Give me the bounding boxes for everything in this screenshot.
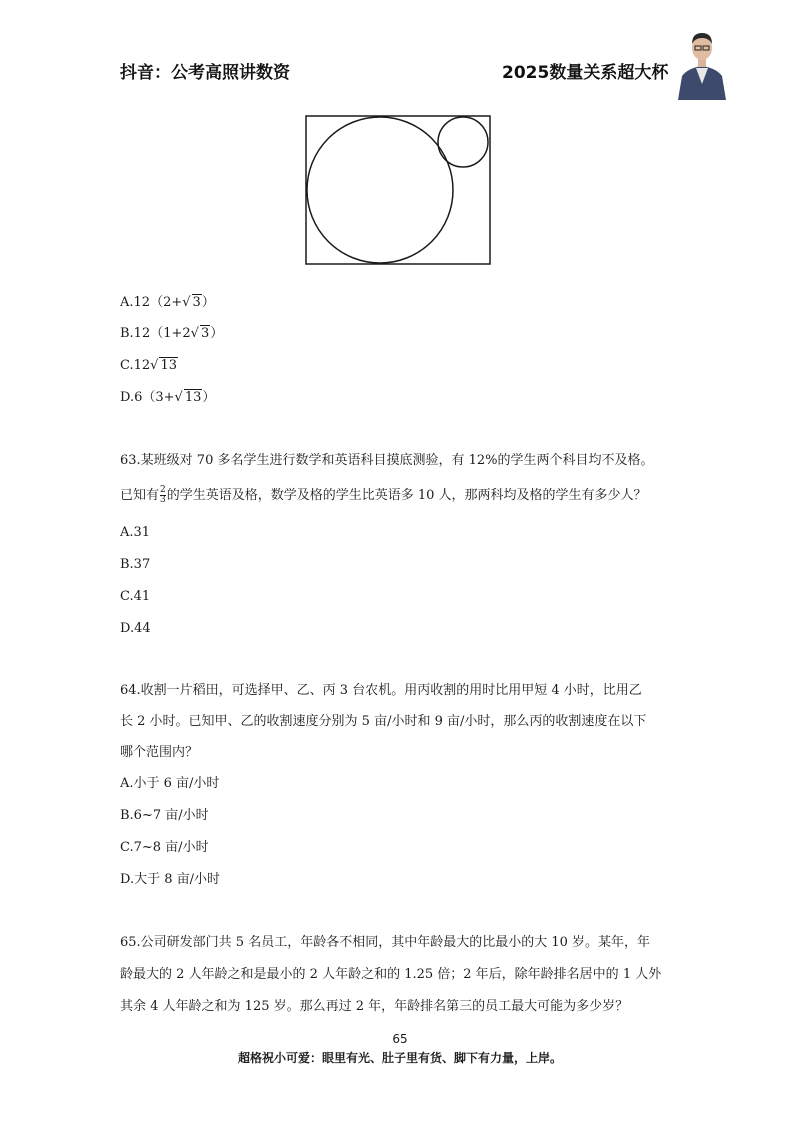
q65-stem-line-3: 其余 4 人年龄之和为 125 岁。那么再过 2 年，年龄排名第三的员工最大可能为多少岁？ bbox=[120, 999, 629, 1014]
q62-option-b: B.12（1+2√ 3） bbox=[120, 326, 224, 341]
q63-option-d: D.44 bbox=[120, 621, 151, 636]
figure-large-circle bbox=[307, 117, 453, 263]
q63-option-b: B.37 bbox=[120, 557, 151, 572]
geometry-figure bbox=[305, 115, 491, 265]
q62-option-c: C.12√ 13 bbox=[120, 358, 178, 373]
q62-option-d: D.6（3+√ 13） bbox=[120, 390, 216, 405]
fraction: $\frac{2}{3}$ bbox=[160, 485, 166, 505]
figure-rectangle bbox=[306, 116, 490, 264]
header-right-title: 2025数量关系超大杯 bbox=[502, 63, 669, 83]
q64-stem-line-2: 长 2 小时。已知甲、乙的收割速度分别为 5 亩/小时和 9 亩/小时，那么丙的收割速度在以下 bbox=[120, 714, 647, 729]
footer-motto: 超格祝小可爱：眼里有光、肚子里有货、脚下有力量，上岸。 bbox=[237, 1051, 562, 1065]
header-left-title: 抖音：公考高照讲数资 bbox=[120, 63, 290, 83]
author-avatar bbox=[674, 24, 730, 100]
q63-option-c: C.41 bbox=[120, 589, 151, 604]
figure-small-circle bbox=[438, 117, 488, 167]
q64-option-d: D.大于 8 亩/小时 bbox=[120, 872, 221, 887]
q65-stem-line-1: 65.公司研发部门共 5 名员工，年龄各不相同，其中年龄最大的比最小的大 10 岁。某年，年 bbox=[120, 935, 651, 950]
q62-option-a: A.12（2+√ 3） bbox=[120, 295, 215, 310]
q63-stem-line-2: 已知有 $\frac{2}{3}$ 的学生英语及格，数学及格的学生比英语多 10 人，那两科均及格的学生有多少人？ bbox=[120, 485, 647, 505]
page-number: 65 bbox=[392, 1032, 408, 1046]
q64-stem-line-1: 64.收割一片稻田，可选择甲、乙、丙 3 台农机。用丙收割的用时比用甲短 4 小时，比用乙 bbox=[120, 683, 642, 698]
q65-stem-line-2: 龄最大的 2 人年龄之和是最小的 2 人年龄之和的 1.25 倍；2 年后，除年龄排名居中的 1 人外 bbox=[120, 967, 662, 982]
q63-stem-line-1: 63.某班级对 70 多名学生进行数学和英语科目摸底测验，有 12%的学生两个科目均不及格。 bbox=[120, 453, 654, 468]
q64-option-b: B.6~7 亩/小时 bbox=[120, 808, 209, 823]
q63-option-a: A.31 bbox=[120, 525, 151, 540]
q64-option-a: A.小于 6 亩/小时 bbox=[120, 776, 220, 791]
q64-option-c: C.7~8 亩/小时 bbox=[120, 840, 209, 855]
q64-stem-line-3: 哪个范围内？ bbox=[120, 745, 199, 760]
